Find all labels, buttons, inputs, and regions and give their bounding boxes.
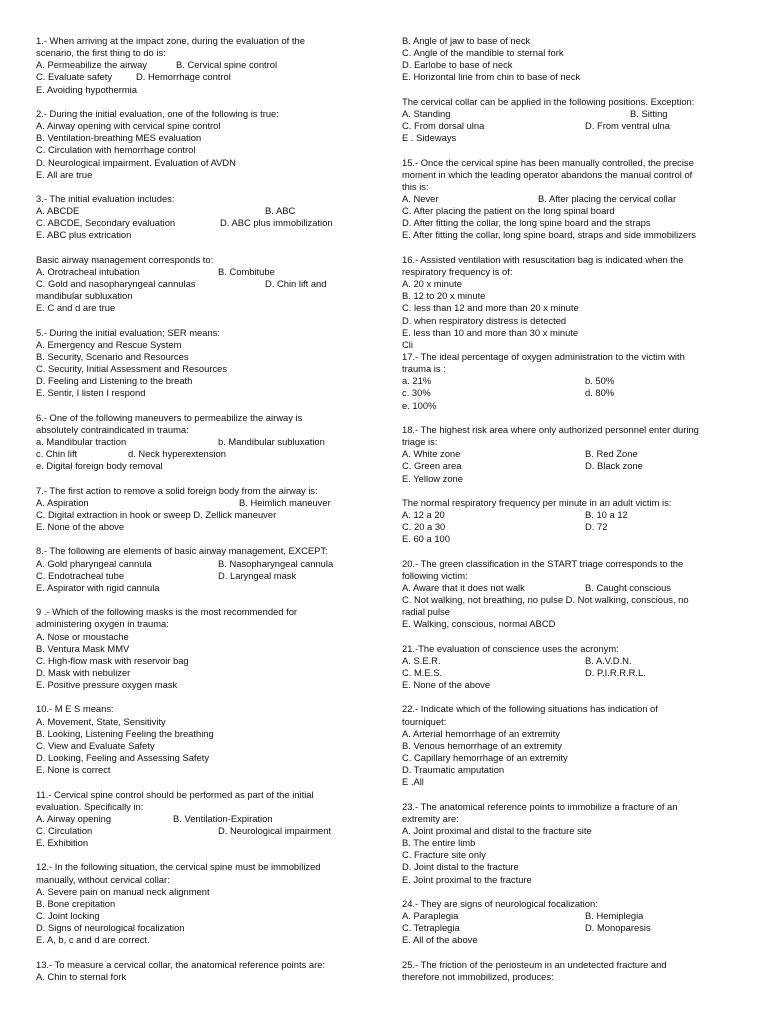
question-line <box>36 436 366 448</box>
question-line <box>36 558 366 570</box>
question-block <box>402 35 737 84</box>
question-line: C. Not walking, not breathing, no pulse D. Not walking, conscious, no <box>402 594 689 606</box>
question-line: C. Digital extraction in hook or sweep D. Zellick maneuver <box>36 509 277 520</box>
question-line: E. Horizontal line from chin to base of neck <box>402 71 581 83</box>
question-line: D. Earlobe to base of neck <box>402 59 513 71</box>
question-line <box>36 278 366 290</box>
question-line <box>36 448 366 460</box>
question-line: 6.- One of the following maneuvers to permeabilize the airway is <box>36 411 303 423</box>
question-line: A. Severe pain on manual neck alignment <box>36 885 210 897</box>
option-right: B. Sitting <box>630 107 668 119</box>
question-line: D. After fitting the collar, the long spine board and the straps <box>402 217 651 229</box>
question-line: E. Walking, conscious, normal ABCD <box>402 618 556 630</box>
question-line: E. Joint proximal to the fracture <box>402 873 532 885</box>
question-line: E. None of the above <box>402 679 491 691</box>
question-block <box>402 959 737 983</box>
option-left: C. Gold and nasopharyngeal cannulas <box>36 278 196 290</box>
question-line: C. Circulation with hemorrhage control <box>36 144 196 156</box>
question-line: E. All of the above <box>402 934 478 946</box>
question-line: The normal respiratory frequency per minute in an adult victim is: <box>402 496 672 508</box>
question-block <box>36 789 366 850</box>
option-right: D. Neurological impairment <box>218 825 332 836</box>
option-right: B. ABC <box>265 205 296 217</box>
question-block <box>36 254 366 315</box>
question-line: B. Ventura Mask MMV <box>36 642 130 654</box>
option-left: C. 20 a 30 <box>402 521 446 533</box>
question-line: 21.-The evaluation of conscience uses the acronym: <box>402 642 619 654</box>
question-line: A. Movement, State, Sensitivity <box>36 715 166 727</box>
question-line: E. None of the above <box>36 521 125 533</box>
question-line: 7.- The first action to remove a solid foreign body from the airway is: <box>36 484 318 496</box>
option-left: A. Aspiration <box>36 496 89 508</box>
question-block <box>402 558 737 631</box>
option-left: A. White zone <box>402 448 461 460</box>
option-left: C. From dorsal ulna <box>402 120 485 132</box>
question-line: evaluation. Specifically in: <box>36 800 144 812</box>
question-line: E. Sentir, I listen I respond <box>36 387 146 399</box>
question-line <box>36 71 366 83</box>
option-left: C. Circulation <box>36 825 93 836</box>
question-line: The cervical collar can be applied in the following positions. Exception: <box>402 95 695 107</box>
question-line: D. Neurological impairment. Evaluation of AVDN <box>36 156 236 168</box>
question-line: B. The entire limb <box>402 837 476 849</box>
question-line <box>36 205 366 217</box>
question-line: D. Feeling and Listening to the breath <box>36 375 193 387</box>
option-left: C. Endotracheal tube <box>36 569 125 581</box>
question-line: E. None is correct <box>36 764 111 776</box>
question-block <box>36 485 366 534</box>
question-line <box>36 59 366 71</box>
question-line: E. C and d are true <box>36 302 116 314</box>
option-right: B. Nasopharyngeal cannula <box>218 557 334 569</box>
question-line: manually, without cervical collar: <box>36 873 170 885</box>
question-line: 23.- The anatomical reference points to immobilize a fracture of an <box>402 800 678 812</box>
question-line: 8.- The following are elements of basic airway management, EXCEPT: <box>36 545 328 557</box>
option-right: B. Caught conscious <box>585 581 671 593</box>
question-line: B. Bone crepitation <box>36 897 116 909</box>
question-line <box>402 193 737 205</box>
option-left: a. 21% <box>402 375 432 387</box>
option-right: B. After placing the cervical collar <box>538 193 677 204</box>
question-line: 24.- They are signs of neurological focalization: <box>402 897 598 909</box>
question-block <box>36 108 366 181</box>
right-column <box>402 35 737 995</box>
option-right: D. Laryngeal mask <box>218 569 297 581</box>
option-left: A. Paraplegia <box>402 910 459 922</box>
option-right: d. Neck hyperextension <box>128 448 226 460</box>
question-line: B. 12 to 20 x minute <box>402 290 486 302</box>
question-line: A. Nose or moustache <box>36 630 129 642</box>
option-right: D. From ventral ulna <box>585 120 670 132</box>
question-line: 5.- During the initial evaluation; SER means: <box>36 326 220 338</box>
question-line: Basic airway management corresponds to: <box>36 253 214 265</box>
option-right: B. Cervical spine control <box>176 59 278 71</box>
question-line <box>402 910 737 922</box>
question-block <box>402 96 737 145</box>
question-line: D. Joint distal to the fracture <box>402 861 519 873</box>
question-line: respiratory frequency is of: <box>402 265 513 277</box>
question-block <box>402 157 737 242</box>
question-line: E. Yellow zone <box>402 472 463 484</box>
option-left: C. Green area <box>402 460 462 472</box>
question-line <box>402 460 737 472</box>
question-block <box>36 327 366 400</box>
option-left: A. Aware that it does not walk <box>402 581 525 593</box>
question-line: 3.- The initial evaluation includes: <box>36 193 175 204</box>
question-line: extremity are: <box>402 812 459 824</box>
question-line: radial pulse <box>402 606 450 618</box>
question-line: C. less than 12 and more than 20 x minute <box>402 302 579 314</box>
option-right: D. Black zone <box>585 460 643 472</box>
question-line <box>402 120 737 132</box>
question-block <box>402 703 737 788</box>
question-line: A. Emergency and Rescue System <box>36 338 182 350</box>
question-line: A. Joint proximal and distal to the fracture site <box>402 825 592 837</box>
question-block <box>36 861 366 946</box>
option-right: D. 72 <box>585 521 608 533</box>
question-line: 2.- During the initial evaluation, one of the following is true: <box>36 107 279 119</box>
option-right: B. 10 a 12 <box>585 509 628 521</box>
question-line: 9 .- Which of the following masks is the most recommended for <box>36 606 298 618</box>
question-line: E. Positive pressure oxygen mask <box>36 679 178 691</box>
question-line: scenario, the first thing to do is: <box>36 47 166 59</box>
option-right: d. 80% <box>585 387 615 399</box>
option-left: A. Gold pharyngeal cannula <box>36 557 152 569</box>
question-line: D. when respiratory distress is detected <box>402 314 567 326</box>
question-line: E. Avoiding hypothermia <box>36 83 137 95</box>
question-line: administering oxygen in trauma: <box>36 618 169 630</box>
question-line: D. Looking, Feeling and Assessing Safety <box>36 752 210 764</box>
option-left: A. ABCDE <box>36 205 80 217</box>
question-line: 25.- The friction of the periosteum in an undetected fracture and <box>402 958 667 970</box>
option-left: A. Orotracheal intubation <box>36 265 140 277</box>
question-line: D. Signs of neurological focalization <box>36 922 185 934</box>
option-right: B. Red Zone <box>585 448 638 460</box>
question-block <box>402 424 737 485</box>
question-line: 20.- The green classification in the START triage corresponds to the <box>402 557 684 569</box>
option-left: C. Tetraplegia <box>402 922 460 934</box>
question-line: Cli <box>402 338 413 350</box>
question-line: 13.- To measure a cervical collar, the anatomical reference points are: <box>36 958 326 970</box>
question-line <box>402 387 737 399</box>
question-line: triage is: <box>402 436 438 448</box>
question-line: 16.- Assisted ventilation with resuscitation bag is indicated when the <box>402 253 684 265</box>
question-block <box>402 801 737 886</box>
question-line <box>402 655 737 667</box>
question-line: E. 60 a 100 <box>402 533 450 545</box>
question-line: B. Venous hemorrhage of an extremity <box>402 739 562 751</box>
option-right: B. Combitube <box>218 265 275 277</box>
question-line <box>36 266 366 278</box>
question-line <box>402 375 737 387</box>
question-line <box>402 667 737 679</box>
question-line: C. Fracture site only <box>402 849 486 861</box>
question-line <box>36 217 366 229</box>
option-right: B. Ventilation-Expiration <box>173 812 273 824</box>
option-left: A. Permeabilize the airway <box>36 59 147 71</box>
question-line: 1.- When arriving at the impact zone, during the evaluation of the <box>36 35 305 46</box>
question-line: E. ABC plus extrication <box>36 229 132 241</box>
option-right: B. Heimlich maneuver <box>239 496 331 508</box>
question-line: 18.- The highest risk area where only authorized personnel enter during <box>402 423 699 435</box>
question-line: 10.- M E S means: <box>36 703 114 715</box>
option-left: a. Mandibular traction <box>36 436 127 448</box>
question-line: 11.- Cervical spine control should be performed as part of the initial <box>36 788 314 800</box>
question-line: following victim: <box>402 569 468 581</box>
option-left: c. Chin lift <box>36 448 78 460</box>
question-block <box>402 643 737 692</box>
option-right: b. Mandibular subluxation <box>218 436 325 448</box>
question-line: A. Chin to sternal fork <box>36 970 127 982</box>
question-line: A. Arterial hemorrhage of an extremity <box>402 727 560 739</box>
option-left: A. Standing <box>402 107 451 119</box>
question-line <box>402 509 737 521</box>
question-line: 15.- Once the cervical spine has been manually controlled, the precise <box>402 156 694 168</box>
question-line: B. Looking, Listening Feeling the breathing <box>36 727 214 739</box>
option-right: D. Chin lift and <box>265 278 327 290</box>
question-line: E .All <box>402 776 424 788</box>
option-left: C. M.E.S. <box>402 667 443 679</box>
option-left: A. S.E.R. <box>402 654 441 666</box>
option-right: D. P.I.R.R.R.L. <box>585 667 646 679</box>
option-right: b. 50% <box>585 375 615 387</box>
question-line: E . Sideways <box>402 132 457 144</box>
question-line: C. Joint locking <box>36 910 100 922</box>
option-right: B. Hemiplegia <box>585 910 644 922</box>
question-line: C. Capillary hemorrhage of an extremity <box>402 752 568 764</box>
question-block <box>36 959 366 983</box>
question-block <box>36 412 366 473</box>
question-block <box>36 606 366 691</box>
question-line <box>402 108 737 120</box>
question-line: 22.- Indicate which of the following situations has indication of <box>402 703 658 715</box>
question-block <box>36 193 366 242</box>
question-line: E. less than 10 and more than 30 x minute <box>402 326 579 338</box>
question-block <box>36 703 366 776</box>
question-line: E. All are true <box>36 168 93 180</box>
question-block <box>402 898 737 947</box>
question-line: D. Mask with nebulizer <box>36 667 131 678</box>
question-line: C. Security, Initial Assessment and Resources <box>36 363 228 375</box>
option-left: A. 12 a 20 <box>402 509 445 521</box>
question-line: this is: <box>402 180 429 192</box>
option-right: B. A.V.D.N. <box>585 654 632 666</box>
question-line: therefore not immobilized, produces: <box>402 970 554 982</box>
question-line <box>36 825 366 837</box>
option-left: C. Evaluate safety <box>36 71 113 83</box>
question-line <box>402 521 737 533</box>
question-line: E. A, b, c and d are correct. <box>36 934 150 946</box>
question-line: D. Traumatic amputation <box>402 764 505 776</box>
question-line <box>402 922 737 934</box>
option-left: c. 30% <box>402 387 431 399</box>
question-line: C. High-flow mask with reservoir bag <box>36 654 189 666</box>
question-line: E. Exhibition <box>36 837 89 849</box>
left-column <box>36 35 366 995</box>
option-left: A. Never <box>402 193 439 204</box>
question-line: C. Angle of the mandible to sternal fork <box>402 47 564 59</box>
question-line: mandibular subluxation <box>36 290 133 302</box>
question-line: e. Digital foreign body removal <box>36 460 163 472</box>
question-block <box>402 254 737 412</box>
question-line: B. Angle of jaw to base of neck <box>402 35 531 46</box>
question-line: B. Security, Scenario and Resources <box>36 351 189 362</box>
question-block <box>36 35 366 96</box>
question-line: 17.- The ideal percentage of oxygen administration to the victim with <box>402 351 685 363</box>
question-line: 12.- In the following situation, the cervical spine must be immobilized <box>36 861 321 873</box>
question-line <box>36 497 366 509</box>
question-line: absolutely contraindicated in trauma: <box>36 423 189 435</box>
question-line: trauma is : <box>402 363 446 375</box>
question-block <box>36 545 366 594</box>
question-line: E. After fitting the collar, long spine board, straps and side immobilizers <box>402 229 696 241</box>
question-line: B. Ventilation-breathing MES evaluation <box>36 132 202 144</box>
question-line <box>402 448 737 460</box>
question-line: C. After placing the patient on the long spinal board <box>402 205 615 217</box>
question-line <box>36 813 366 825</box>
option-right: D. Monoparesis <box>585 922 651 934</box>
question-block <box>402 497 737 546</box>
option-left: A. Airway opening <box>36 812 112 824</box>
question-line: C. View and Evaluate Safety <box>36 739 155 751</box>
question-line: E. Aspirator with rigid cannula <box>36 581 160 593</box>
question-line: tourniquet: <box>402 715 447 727</box>
option-left: C. ABCDE, Secondary evaluation <box>36 217 176 229</box>
question-line: A. Airway opening with cervical spine control <box>36 120 221 132</box>
option-right: D. ABC plus immobilization <box>220 217 333 229</box>
question-line: moment in which the leading operator abandons the manual control of <box>402 168 693 180</box>
question-line: A. 20 x minute <box>402 278 462 290</box>
question-line <box>402 582 737 594</box>
question-line <box>36 570 366 582</box>
question-line: e. 100% <box>402 399 437 411</box>
option-right: D. Hemorrhage control <box>136 71 231 83</box>
